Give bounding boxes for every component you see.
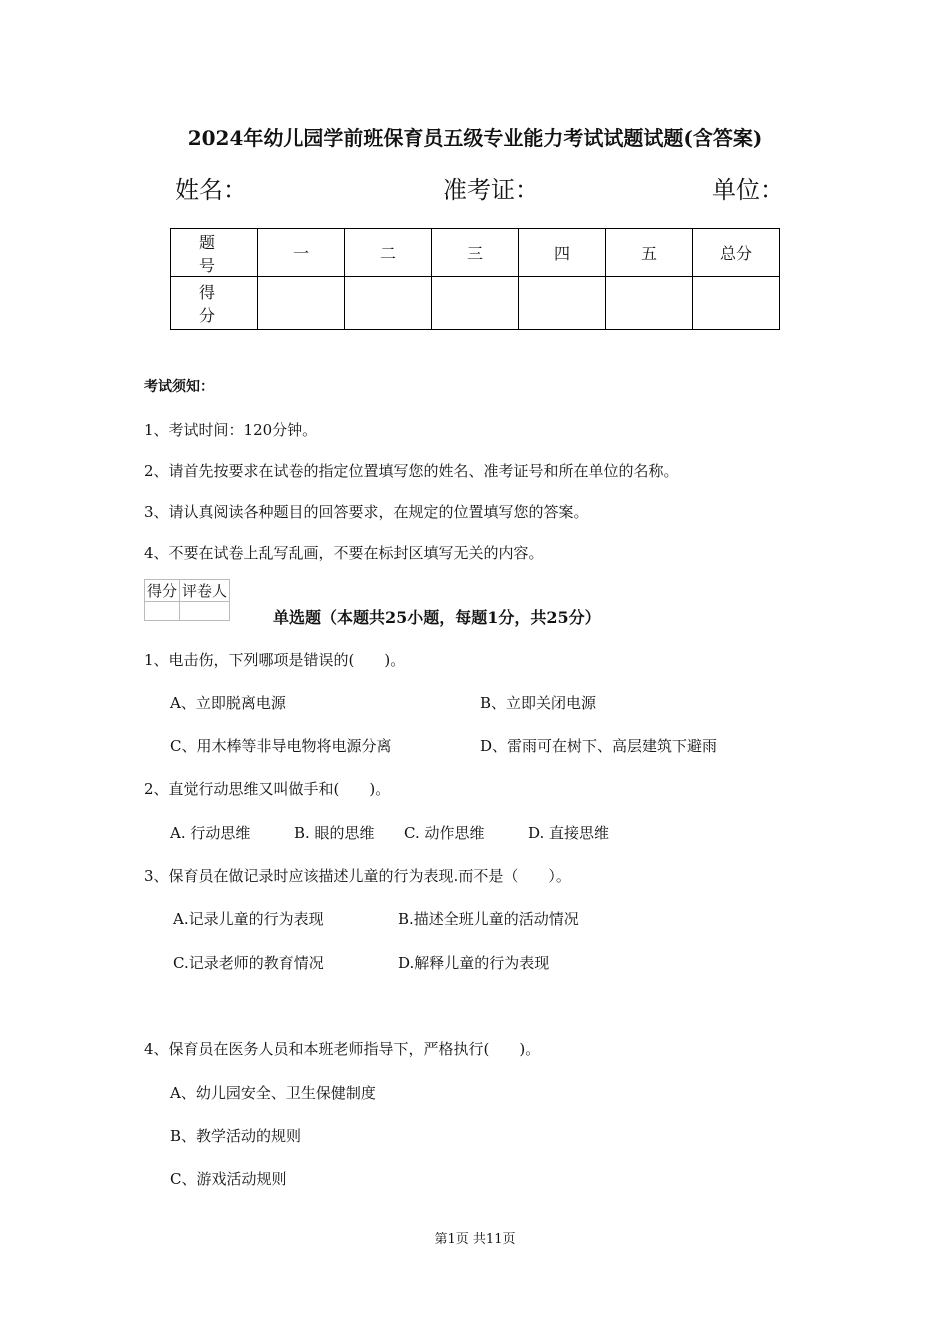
score-cell xyxy=(519,277,606,330)
page-footer: 第1页 共11页 xyxy=(434,1232,516,1247)
question-option: D. 直接思维 xyxy=(528,824,610,842)
question-option: C. 动作思维 xyxy=(404,824,485,842)
unit-label: 单位： xyxy=(712,176,784,204)
score-header-cell: 三 xyxy=(432,229,519,277)
score-cell xyxy=(432,277,519,330)
question-option: D、雷雨可在树下、高层建筑下避雨 xyxy=(480,737,718,755)
score-cell xyxy=(606,277,693,330)
question-option: B、立即关闭电源 xyxy=(480,694,597,712)
notice-item: 1、考试时间：120分钟。 xyxy=(144,421,318,439)
question-option: C.记录老师的教育情况 xyxy=(173,954,324,972)
score-header-cell: 四 xyxy=(519,229,606,277)
notice-heading: 考试须知： xyxy=(144,379,214,395)
grader-name-label: 评卷人 xyxy=(180,580,230,602)
question-stem: 3、保育员在做记录时应该描述儿童的行为表现.而不是（ ）。 xyxy=(144,867,571,885)
question-option: A. 行动思维 xyxy=(170,824,251,842)
score-table xyxy=(170,228,780,330)
exam-id-label: 准考证： xyxy=(443,176,539,204)
question-option: A.记录儿童的行为表现 xyxy=(173,910,324,928)
question-option: C、游戏活动规则 xyxy=(170,1170,287,1188)
question-option: A、幼儿园安全、卫生保健制度 xyxy=(170,1084,376,1102)
score-header-cell: 一 xyxy=(258,229,345,277)
grader-score-label: 得分 xyxy=(145,580,180,602)
question-option: A、立即脱离电源 xyxy=(170,694,286,712)
grader-name-cell xyxy=(180,602,230,621)
question-stem: 2、直觉行动思维又叫做手和( )。 xyxy=(144,780,391,798)
question-option: D.解释儿童的行为表现 xyxy=(398,954,550,972)
question-stem: 1、电击伤，下列哪项是错误的( )。 xyxy=(144,651,406,669)
score-header-cell: 题 号 xyxy=(171,229,258,277)
question-option: B. 眼的思维 xyxy=(294,824,375,842)
score-header-cell: 总分 xyxy=(693,229,780,277)
score-cell xyxy=(258,277,345,330)
score-table-score-row xyxy=(171,277,780,330)
score-header-cell: 二 xyxy=(345,229,432,277)
notice-item: 3、请认真阅读各种题目的回答要求，在规定的位置填写您的答案。 xyxy=(144,503,589,521)
score-table-header-row xyxy=(171,229,780,277)
section-heading: 单选题（本题共25小题，每题1分，共25分） xyxy=(273,608,601,627)
notice-item: 2、请首先按要求在试卷的指定位置填写您的姓名、准考证号和所在单位的名称。 xyxy=(144,462,679,480)
score-row-label: 得 分 xyxy=(171,277,258,330)
grader-score-cell xyxy=(145,602,180,621)
page-title: 2024年幼儿园学前班保育员五级专业能力考试试题试题(含答案) xyxy=(187,126,763,150)
score-header-cell: 五 xyxy=(606,229,693,277)
notice-item: 4、不要在试卷上乱写乱画，不要在标封区填写无关的内容。 xyxy=(144,544,544,562)
grader-box xyxy=(144,579,230,621)
score-cell xyxy=(345,277,432,330)
question-option: B.描述全班儿童的活动情况 xyxy=(398,910,579,928)
question-option: C、用木棒等非导电物将电源分离 xyxy=(170,737,392,755)
name-label: 姓名： xyxy=(175,176,247,204)
question-option: B、教学活动的规则 xyxy=(170,1127,302,1145)
score-cell xyxy=(693,277,780,330)
question-stem: 4、保育员在医务人员和本班老师指导下，严格执行( )。 xyxy=(144,1040,541,1058)
